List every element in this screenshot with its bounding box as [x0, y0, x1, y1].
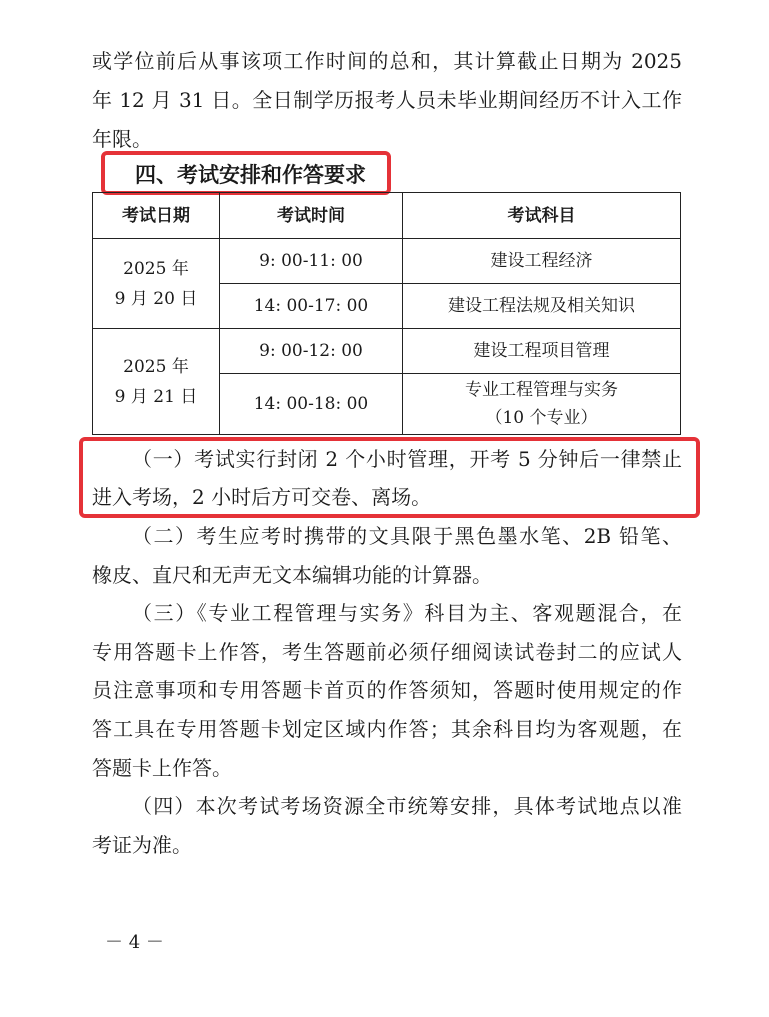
subject-cell: 建设工程经济	[403, 239, 681, 284]
date-cell	[93, 239, 220, 329]
item3-line: （三）《专业工程管理与实务》科目为主、客观题混合，在	[132, 601, 682, 625]
time-cell: 9: 00-11: 00	[220, 239, 403, 284]
item2-line: 橡皮、直尺和无声无文本编辑功能的计算器。	[92, 563, 492, 587]
item3-line: 答工具在专用答题卡划定区域内作答；其余科目均为客观题，在	[92, 717, 682, 741]
table-header-row	[93, 193, 681, 239]
date-year: 2025 年	[123, 258, 189, 279]
subject-cell	[403, 374, 681, 435]
item1-line: 进入考场，2 小时后方可交卷、离场。	[92, 485, 432, 509]
item3-line: 专用答题卡上作答，考生答题前必须仔细阅读试卷封二的应试人	[92, 640, 682, 664]
table-row	[93, 239, 681, 284]
subject-cell: 建设工程法规及相关知识	[403, 284, 681, 329]
date-day: 9 月 20 日	[114, 288, 198, 309]
table-row	[93, 329, 681, 374]
time-cell: 14: 00-17: 00	[220, 284, 403, 329]
item4-line: （四）本次考试考场资源全市统筹安排，具体考试地点以准	[132, 794, 682, 818]
paragraph-line: 年限。	[92, 127, 152, 151]
paragraph-line: 或学位前后从事该项工作时间的总和，其计算截止日期为 2025	[92, 49, 682, 73]
paragraph-line: 年 12 月 31 日。全日制学历报考人员未毕业期间经历不计入工作	[92, 88, 682, 112]
page-number: － 4 －	[105, 932, 164, 953]
item2-line: （二）考生应考时携带的文具限于黑色墨水笔、2B 铅笔、	[132, 524, 682, 548]
subject-name: 专业工程管理与实务	[465, 380, 618, 400]
time-cell: 9: 00-12: 00	[220, 329, 403, 374]
section-heading: 四、考试安排和作答要求	[135, 163, 366, 187]
header-exam-subject: 考试科目	[403, 193, 681, 239]
header-exam-time: 考试时间	[220, 193, 403, 239]
item4-line: 考证为准。	[92, 833, 192, 857]
exam-schedule-table	[92, 192, 681, 435]
time-cell: 14: 00-18: 00	[220, 374, 403, 435]
subject-note: （10 个专业）	[485, 408, 598, 428]
item3-line: 答题卡上作答。	[92, 756, 232, 780]
header-exam-date: 考试日期	[93, 193, 220, 239]
date-year: 2025 年	[123, 356, 189, 377]
item3-line: 员注意事项和专用答题卡首页的作答须知，答题时使用规定的作	[92, 678, 682, 702]
item1-line: （一）考试实行封闭 2 个小时管理，开考 5 分钟后一律禁止	[132, 447, 682, 471]
date-day: 9 月 21 日	[114, 386, 198, 407]
subject-cell: 建设工程项目管理	[403, 329, 681, 374]
date-cell	[93, 329, 220, 435]
